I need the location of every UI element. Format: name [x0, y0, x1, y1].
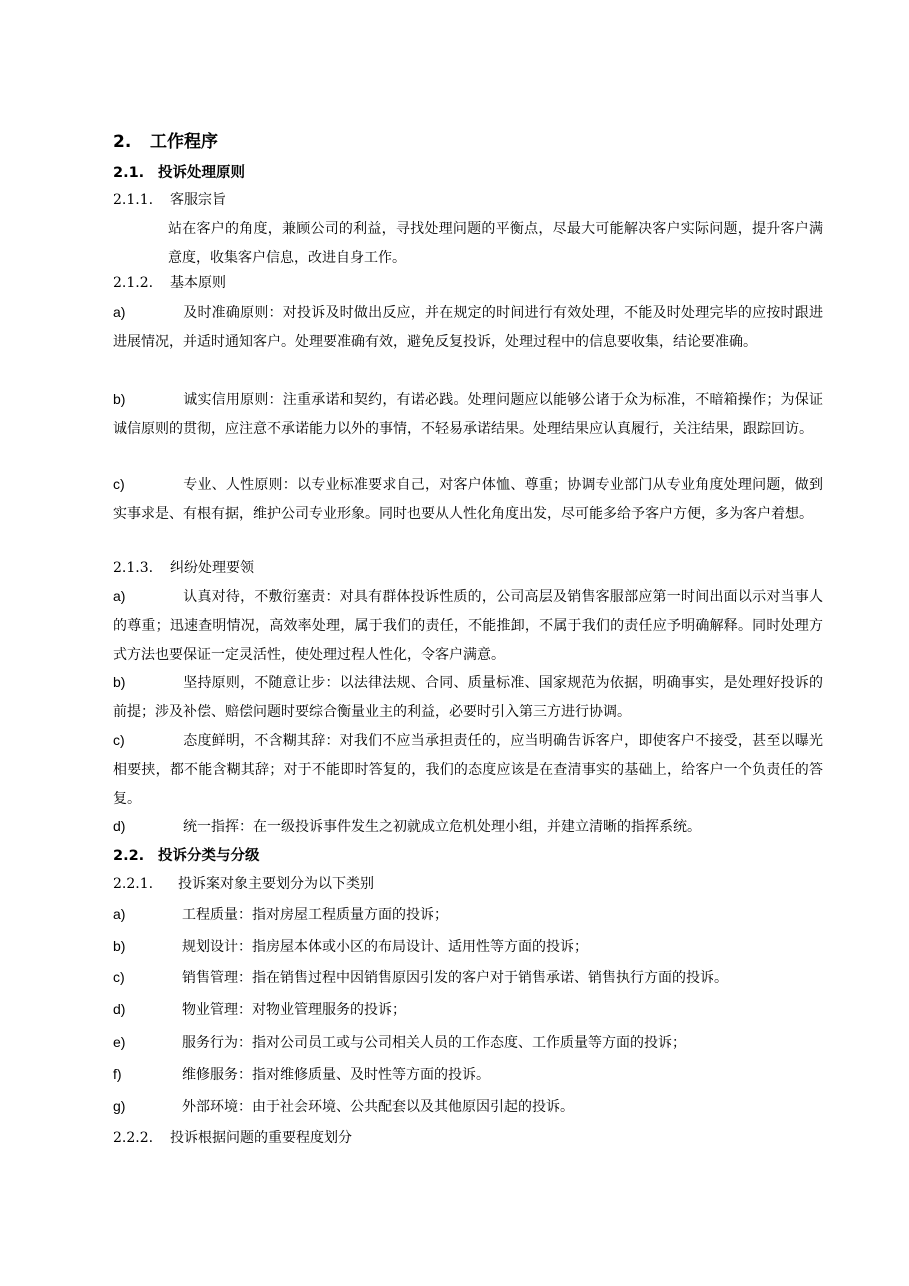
list-marker: a) [113, 906, 126, 922]
section-number: 2.2.1. [113, 876, 154, 892]
list-marker: c) [113, 476, 125, 492]
section-title: 基本原则 [170, 275, 226, 291]
section-number: 2.2.2. [113, 1130, 154, 1146]
list-marker: c) [113, 969, 125, 985]
section-title: 工作程序 [150, 132, 218, 152]
section-title: 纠纷处理要领 [170, 560, 254, 576]
list-item [113, 903, 448, 926]
list-item-text: 外部环境：由于社会环境、公共配套以及其他原因引起的投诉。 [182, 1099, 574, 1115]
section-number: 2.1.2. [113, 275, 154, 291]
list-item [113, 668, 823, 727]
list-item-text: 专业、人性原则：以专业标准要求自己，对客户体恤、尊重；协调专业部门从专业角度处理问题，做到实事求是、有根有据，维护公司专业形象。同时也要从人性化角度出发，尽可能多给予客户方便，多为客户着想。 [113, 477, 823, 522]
list-item-text: 服务行为：指对公司员工或与公司相关人员的工作态度、工作质量等方面的投诉； [182, 1035, 686, 1051]
section-heading-2-2-2 [113, 1127, 352, 1149]
section-heading-2-1-1 [113, 189, 226, 211]
section-title: 投诉处理原则 [158, 165, 245, 181]
list-item [113, 966, 728, 989]
list-marker: c) [113, 732, 125, 748]
list-item-text: 坚持原则，不随意让步：以法律法规、合同、质量标准、国家规范为依据，明确事实，是处理好投诉的前提；涉及补偿、赔偿问题时要综合衡量业主的利益，必要时引入第三方进行协调。 [113, 675, 823, 720]
section-heading-2-1-3 [113, 557, 254, 579]
list-item [113, 1063, 490, 1086]
section-title: 投诉根据问题的重要程度划分 [170, 1130, 352, 1146]
list-marker: d) [113, 818, 126, 834]
list-item-text: 诚实信用原则：注重承诺和契约，有诺必践。处理问题应以能够公诸于众为标准，不暗箱操作；为保证诚信原则的贯彻，应注意不承诺能力以外的事情，不轻易承诺结果。处理结果应认真履行，关注结果，跟踪回访。 [113, 392, 823, 437]
section-heading-2-1-2 [113, 272, 226, 294]
section-number: 2.1.1. [113, 192, 154, 208]
list-item-text: 物业管理：对物业管理服务的投诉； [182, 1002, 406, 1018]
list-item [113, 470, 823, 529]
list-item [113, 1031, 686, 1054]
list-item [113, 998, 406, 1021]
list-item [113, 582, 823, 670]
list-item-text: 维修服务：指对维修质量、及时性等方面的投诉。 [182, 1067, 490, 1083]
list-item-text: 规划设计：指房屋本体或小区的布局设计、适用性等方面的投诉； [182, 939, 588, 955]
section-title: 投诉案对象主要划分为以下类别 [178, 876, 374, 892]
list-marker: f) [113, 1066, 122, 1082]
list-marker: d) [113, 1001, 126, 1017]
service-purpose-paragraph: 站在客户的角度，兼顾公司的利益，寻找处理问题的平衡点，尽最大可能解决客户实际问题，提升客户满意度，收集客户信息，改进自身工作。 [168, 221, 823, 266]
section-heading-2-2-1 [113, 873, 374, 895]
list-item [113, 385, 823, 444]
section-number: 2. [113, 132, 132, 152]
list-marker: g) [113, 1098, 126, 1114]
list-marker: b) [113, 938, 126, 954]
list-item-text: 销售管理：指在销售过程中因销售原因引发的客户对于销售承诺、销售执行方面的投诉。 [182, 970, 728, 986]
list-marker: e) [113, 1034, 126, 1050]
list-item-text: 态度鲜明，不含糊其辞：对我们不应当承担责任的，应当明确告诉客户，即使客户不接受，甚至以曝光相要挟，都不能含糊其辞；对于不能即时答复的，我们的态度应该是在查清事实的基础上，给客户一个负责任的答复。 [113, 733, 823, 807]
list-item [113, 298, 823, 357]
list-item [113, 935, 588, 958]
section-number: 2.1.3. [113, 560, 154, 576]
list-item-text: 及时准确原则：对投诉及时做出反应，并在规定的时间进行有效处理，不能及时处理完毕的应按时跟进进展情况，并适时通知客户。处理要准确有效，避免反复投诉，处理过程中的信息要收集，结论要准确。 [113, 305, 823, 350]
list-marker: a) [113, 304, 126, 320]
section-number: 2.1. [113, 165, 145, 181]
list-item [113, 726, 823, 814]
section-heading-2 [113, 130, 218, 154]
list-item [113, 812, 823, 842]
list-marker: b) [113, 391, 126, 407]
section-number: 2.2. [113, 848, 145, 864]
list-marker: b) [113, 674, 126, 690]
list-marker: a) [113, 588, 126, 604]
section-heading-2-1 [113, 162, 245, 184]
list-item [113, 1095, 574, 1118]
list-item-text: 认真对待，不敷衍塞责：对具有群体投诉性质的，公司高层及销售客服部应第一时间出面以示对当事人的尊重；迅速查明情况，高效率处理，属于我们的责任，不能推卸，不属于我们的责任应予明确解释。同时处理方式方法也要保证一定灵活性，使处理过程人性化，令客户满意。 [113, 589, 823, 663]
section-title: 投诉分类与分级 [158, 848, 260, 864]
section-title: 客服宗旨 [170, 192, 226, 208]
list-item-text: 统一指挥：在一级投诉事件发生之初就成立危机处理小组，并建立清晰的指挥系统。 [183, 819, 701, 835]
list-item-text: 工程质量：指对房屋工程质量方面的投诉； [182, 907, 448, 923]
section-heading-2-2 [113, 845, 260, 867]
